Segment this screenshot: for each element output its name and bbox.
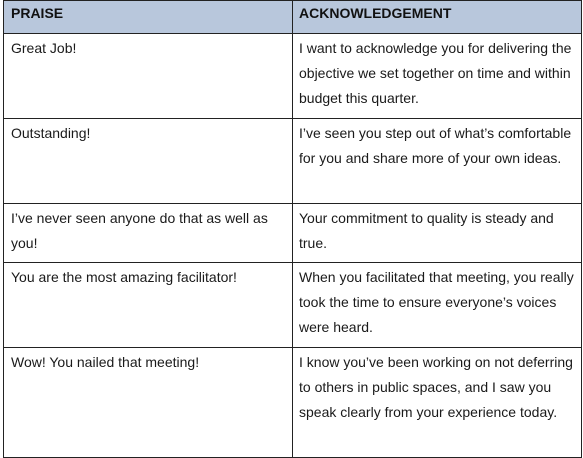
acknowledgement-cell: I’ve seen you step out of what’s comfortable for you and share more of your own ideas. xyxy=(293,119,582,204)
praise-column-header: PRAISE xyxy=(4,1,293,34)
header-row xyxy=(4,1,582,34)
praise-cell: Wow! You nailed that meeting! xyxy=(4,348,293,458)
acknowledgement-cell: When you facilitated that meeting, you really took the time to ensure everyone’s voices were heard. xyxy=(293,263,582,348)
table-row xyxy=(4,348,582,458)
table-row xyxy=(4,263,582,348)
acknowledgement-cell: I want to acknowledge you for delivering the objective we set together on time and within budget this quarter. xyxy=(293,34,582,119)
table-body xyxy=(4,34,582,458)
praise-acknowledgement-table xyxy=(3,0,582,458)
acknowledgement-column-header: ACKNOWLEDGEMENT xyxy=(293,1,582,34)
table-row xyxy=(4,34,582,119)
table-header xyxy=(4,1,582,34)
praise-cell: Great Job! xyxy=(4,34,293,119)
acknowledgement-cell: I know you’ve been working on not deferring to others in public spaces, and I saw you speak clearly from your experience today. xyxy=(293,348,582,458)
praise-cell: I’ve never seen anyone do that as well as you! xyxy=(4,204,293,263)
table-row xyxy=(4,119,582,204)
praise-acknowledgement-table-container xyxy=(3,0,581,458)
acknowledgement-cell: Your commitment to quality is steady and true. xyxy=(293,204,582,263)
praise-cell: You are the most amazing facilitator! xyxy=(4,263,293,348)
praise-cell: Outstanding! xyxy=(4,119,293,204)
table-row xyxy=(4,204,582,263)
